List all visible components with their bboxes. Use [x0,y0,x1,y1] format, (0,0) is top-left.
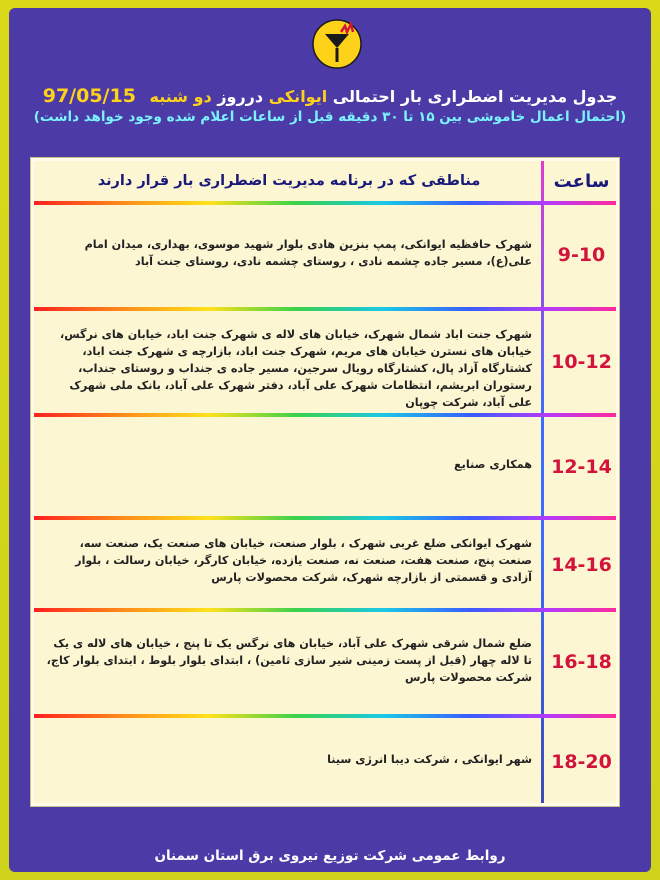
row-divider [34,201,616,205]
row-time-5: 16-18 [551,651,612,673]
column-header-time: ساعت [553,171,610,192]
row-areas-5: ضلع شمال شرقی شهرک علی آباد، خیابان های نرگس یک تا پنج ، خیابان های لاله ی یک تا لاله چهار (قبل از پست زمینی شیر سازی ثامین) ، ابتدای بلوار بلوط ، ابتدای بلوار کاج، شرکت محصولات پارس [46,637,532,684]
title-part1: جدول مدیریت اضطراری بار احتمالی [332,87,618,106]
schedule-table [31,158,619,806]
footer-credit: روابط عمومی شرکت توزیع نیروی برق استان سمنان [154,848,506,864]
row-divider [34,608,616,612]
row-areas-2: شهرک جنت اباد شمال شهرک، خیابان های لاله ی شهرک جنت اباد، خیابان های نرگس، خیابان های نسترن خیابان های مریم، شهرک جنت اباد، بازارچه ی شهرک جنت اباد، کشتارگاه آزاد پال، کشتارگاه رویال سرجین، مسیر جاده ی جنداب و روستای جنداب، رستوران ابریشم، انتظامات شهرک علی آباد، دفتر شهرک علی آباد، بانک ملی شهرک علی آباد، شرکت چوپان [59,328,532,409]
title-day: دو شنبه [149,87,212,106]
row-areas-3: همکاری صنایع [454,458,532,471]
title-city: ایوانکی [268,87,328,106]
poster [9,8,651,872]
electricity-company-logo [311,18,363,70]
row-time-2: 10-12 [551,351,612,373]
title-part2: درروز [217,87,264,106]
title-date: 97/05/15 [42,85,136,107]
row-areas-4: شهرک ایوانکی ضلع غربی شهرک ، بلوار صنعت، خیابان های صنعت یک، صنعت سه، صنعت پنج، صنعت هفت، صنعت نه، صنعت یازده، خیابان کارگر، خیابان رسالت ، بلوار آزادی و قسمتی از بازارچه شهرک، شرکت محصولات پارس [75,537,532,584]
row-divider [34,516,616,520]
row-time-3: 12-14 [551,456,612,478]
row-divider [34,307,616,311]
column-header-areas: مناطقی که در برنامه مدیریت اضطراری بار قرار دارند [97,173,481,189]
page-title [19,86,641,107]
row-divider [34,413,616,417]
page-subtitle: (احتمال اعمال خاموشی بین ۱۵ تا ۳۰ دقیقه قبل از ساعات اعلام شده وجود خواهد داشت) [33,109,627,125]
row-time-1: 9-10 [557,244,606,266]
row-time-6: 18-20 [551,751,612,773]
row-time-4: 14-16 [551,554,612,576]
row-divider [34,714,616,718]
row-areas-6: شهر ایوانکی ، شرکت دیبا انرژی سینا [327,753,532,766]
row-areas-1: شهرک حافظیه ایوانکی، پمپ بنزین هادی بلوار شهید موسوی، بهداری، میدان امام علی(ع)، مسیر جاده چشمه نادی ، روستای چشمه نادی، روستای جنت آباد [84,238,532,268]
